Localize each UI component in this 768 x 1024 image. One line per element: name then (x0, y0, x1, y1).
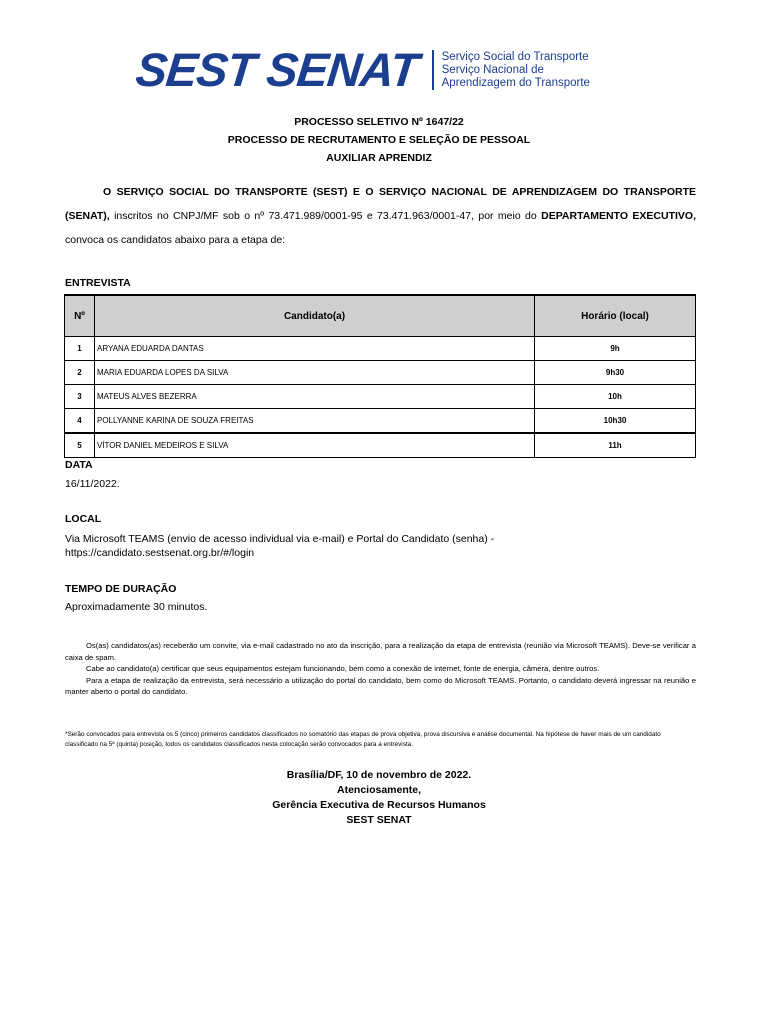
row-number: 3 (65, 385, 95, 409)
intro-cnpj-text: inscritos no CNPJ/MF sob o nº 73.471.989/0001-95 e 73.471.963/0001-47, por meio do (109, 210, 542, 222)
date-label: DATA (65, 459, 93, 471)
row-number: 1 (65, 337, 95, 361)
closing-block (0, 768, 758, 828)
process-subtitle: PROCESSO DE RECRUTAMENTO E SELEÇÃO DE PESSOAL (227, 134, 531, 146)
place-date: Brasília/DF, 10 de novembro de 2022. (286, 769, 472, 781)
header-candidate: Candidato(a) (95, 295, 535, 337)
candidates-table (64, 294, 696, 458)
instruction-portal: Para a etapa de realização da entrevista, será necessário a utilização do portal do candidato, bem como do Microsoft TEAMS. Portanto, o candidato deverá ingressar na reunião e manter aberto o portal do candidato. (65, 675, 696, 696)
intro-convoca-text: convoca os candidatos abaixo para a etapa de: (65, 234, 286, 246)
stage-label: ENTREVISTA (65, 277, 131, 289)
logo-subtitle (442, 51, 590, 90)
signing-department: Gerência Executiva de Recursos Humanos (272, 799, 486, 811)
table-row (65, 337, 696, 361)
signing-organization: SEST SENAT (346, 814, 412, 826)
row-time: 11h (535, 433, 696, 458)
footnote: *Serão convocados para entrevista os 5 (cinco) primeiros candidatos classificados no somatório das etapas de prova objetiva, prova discursiva e análise documental. Na hipótese de haver mais de um candidato classificado na 5ª (quinta) posição, todos os candidatos classificados nesta colocação serão convocados para a entrevista. (65, 731, 661, 748)
row-time: 9h (535, 337, 696, 361)
row-number: 5 (65, 433, 95, 458)
location-label: LOCAL (65, 513, 102, 525)
table-row (65, 385, 696, 409)
logo-line-2: Serviço Nacional de (441, 63, 544, 76)
table-header-row (65, 295, 696, 337)
instruction-invite: Os(as) candidatos(as) receberão um convite, via e-mail cadastrado no ato da inscrição, para a realização da etapa de entrevista (reunião via Microsoft TEAMS). Deve-se verificar a caixa de spam. (65, 641, 696, 662)
intro-department: DEPARTAMENTO EXECUTIVO, (541, 210, 696, 222)
logo-divider (432, 50, 434, 90)
instructions-block (65, 640, 696, 706)
table-row (65, 361, 696, 385)
regards: Atenciosamente, (336, 784, 422, 796)
logo-line-3: Aprendizagem do Transporte (441, 76, 590, 89)
instruction-equipment: Cabe ao candidato(a) certificar que seus equipamentos estejam funcionando, bem como a conexão de internet, fonte de energia, câmera, dentre outros. (86, 664, 600, 673)
row-time: 10h (535, 385, 696, 409)
intro-lead: O SERVIÇO SOCIAL DO TRANSPORTE (SEST) E O SERVIÇO NACIONAL DE APRENDIZAGEM DO TRANSPORTE (SENAT), (65, 186, 696, 222)
header-time: Horário (local) (535, 295, 696, 337)
location-text: Via Microsoft TEAMS (envio de acesso individual via e-mail) e Portal do Candidato (senha) - (65, 533, 495, 545)
row-candidate: VÍTOR DANIEL MEDEIROS E SILVA (95, 433, 535, 458)
row-candidate: POLLYANNE KARINA DE SOUZA FREITAS (95, 409, 535, 434)
row-number: 2 (65, 361, 95, 385)
row-number: 4 (65, 409, 95, 434)
duration-label: TEMPO DE DURAÇÃO (65, 583, 177, 595)
intro-paragraph (65, 180, 696, 252)
position-title: AUXILIAR APRENDIZ (326, 152, 432, 164)
header-number: Nº (65, 295, 95, 337)
row-time: 10h30 (535, 409, 696, 434)
row-candidate: MATEUS ALVES BEZERRA (95, 385, 535, 409)
logo-line-1: Serviço Social do Transporte (441, 50, 589, 63)
row-candidate: MARIA EDUARDA LOPES DA SILVA (95, 361, 535, 385)
sest-senat-logo (133, 43, 590, 96)
table-row (65, 409, 696, 434)
duration-value: Aproximadamente 30 minutos. (65, 601, 208, 613)
table-row (65, 433, 696, 458)
row-candidate: ARYANA EDUARDA DANTAS (95, 337, 535, 361)
portal-link: https://candidato.sestsenat.org.br/#/login (65, 547, 255, 559)
logo-brand: SEST SENAT (133, 43, 421, 96)
process-number: PROCESSO SELETIVO Nº 1647/22 (294, 116, 464, 128)
row-time: 9h30 (535, 361, 696, 385)
date-value: 16/11/2022. (65, 478, 120, 490)
